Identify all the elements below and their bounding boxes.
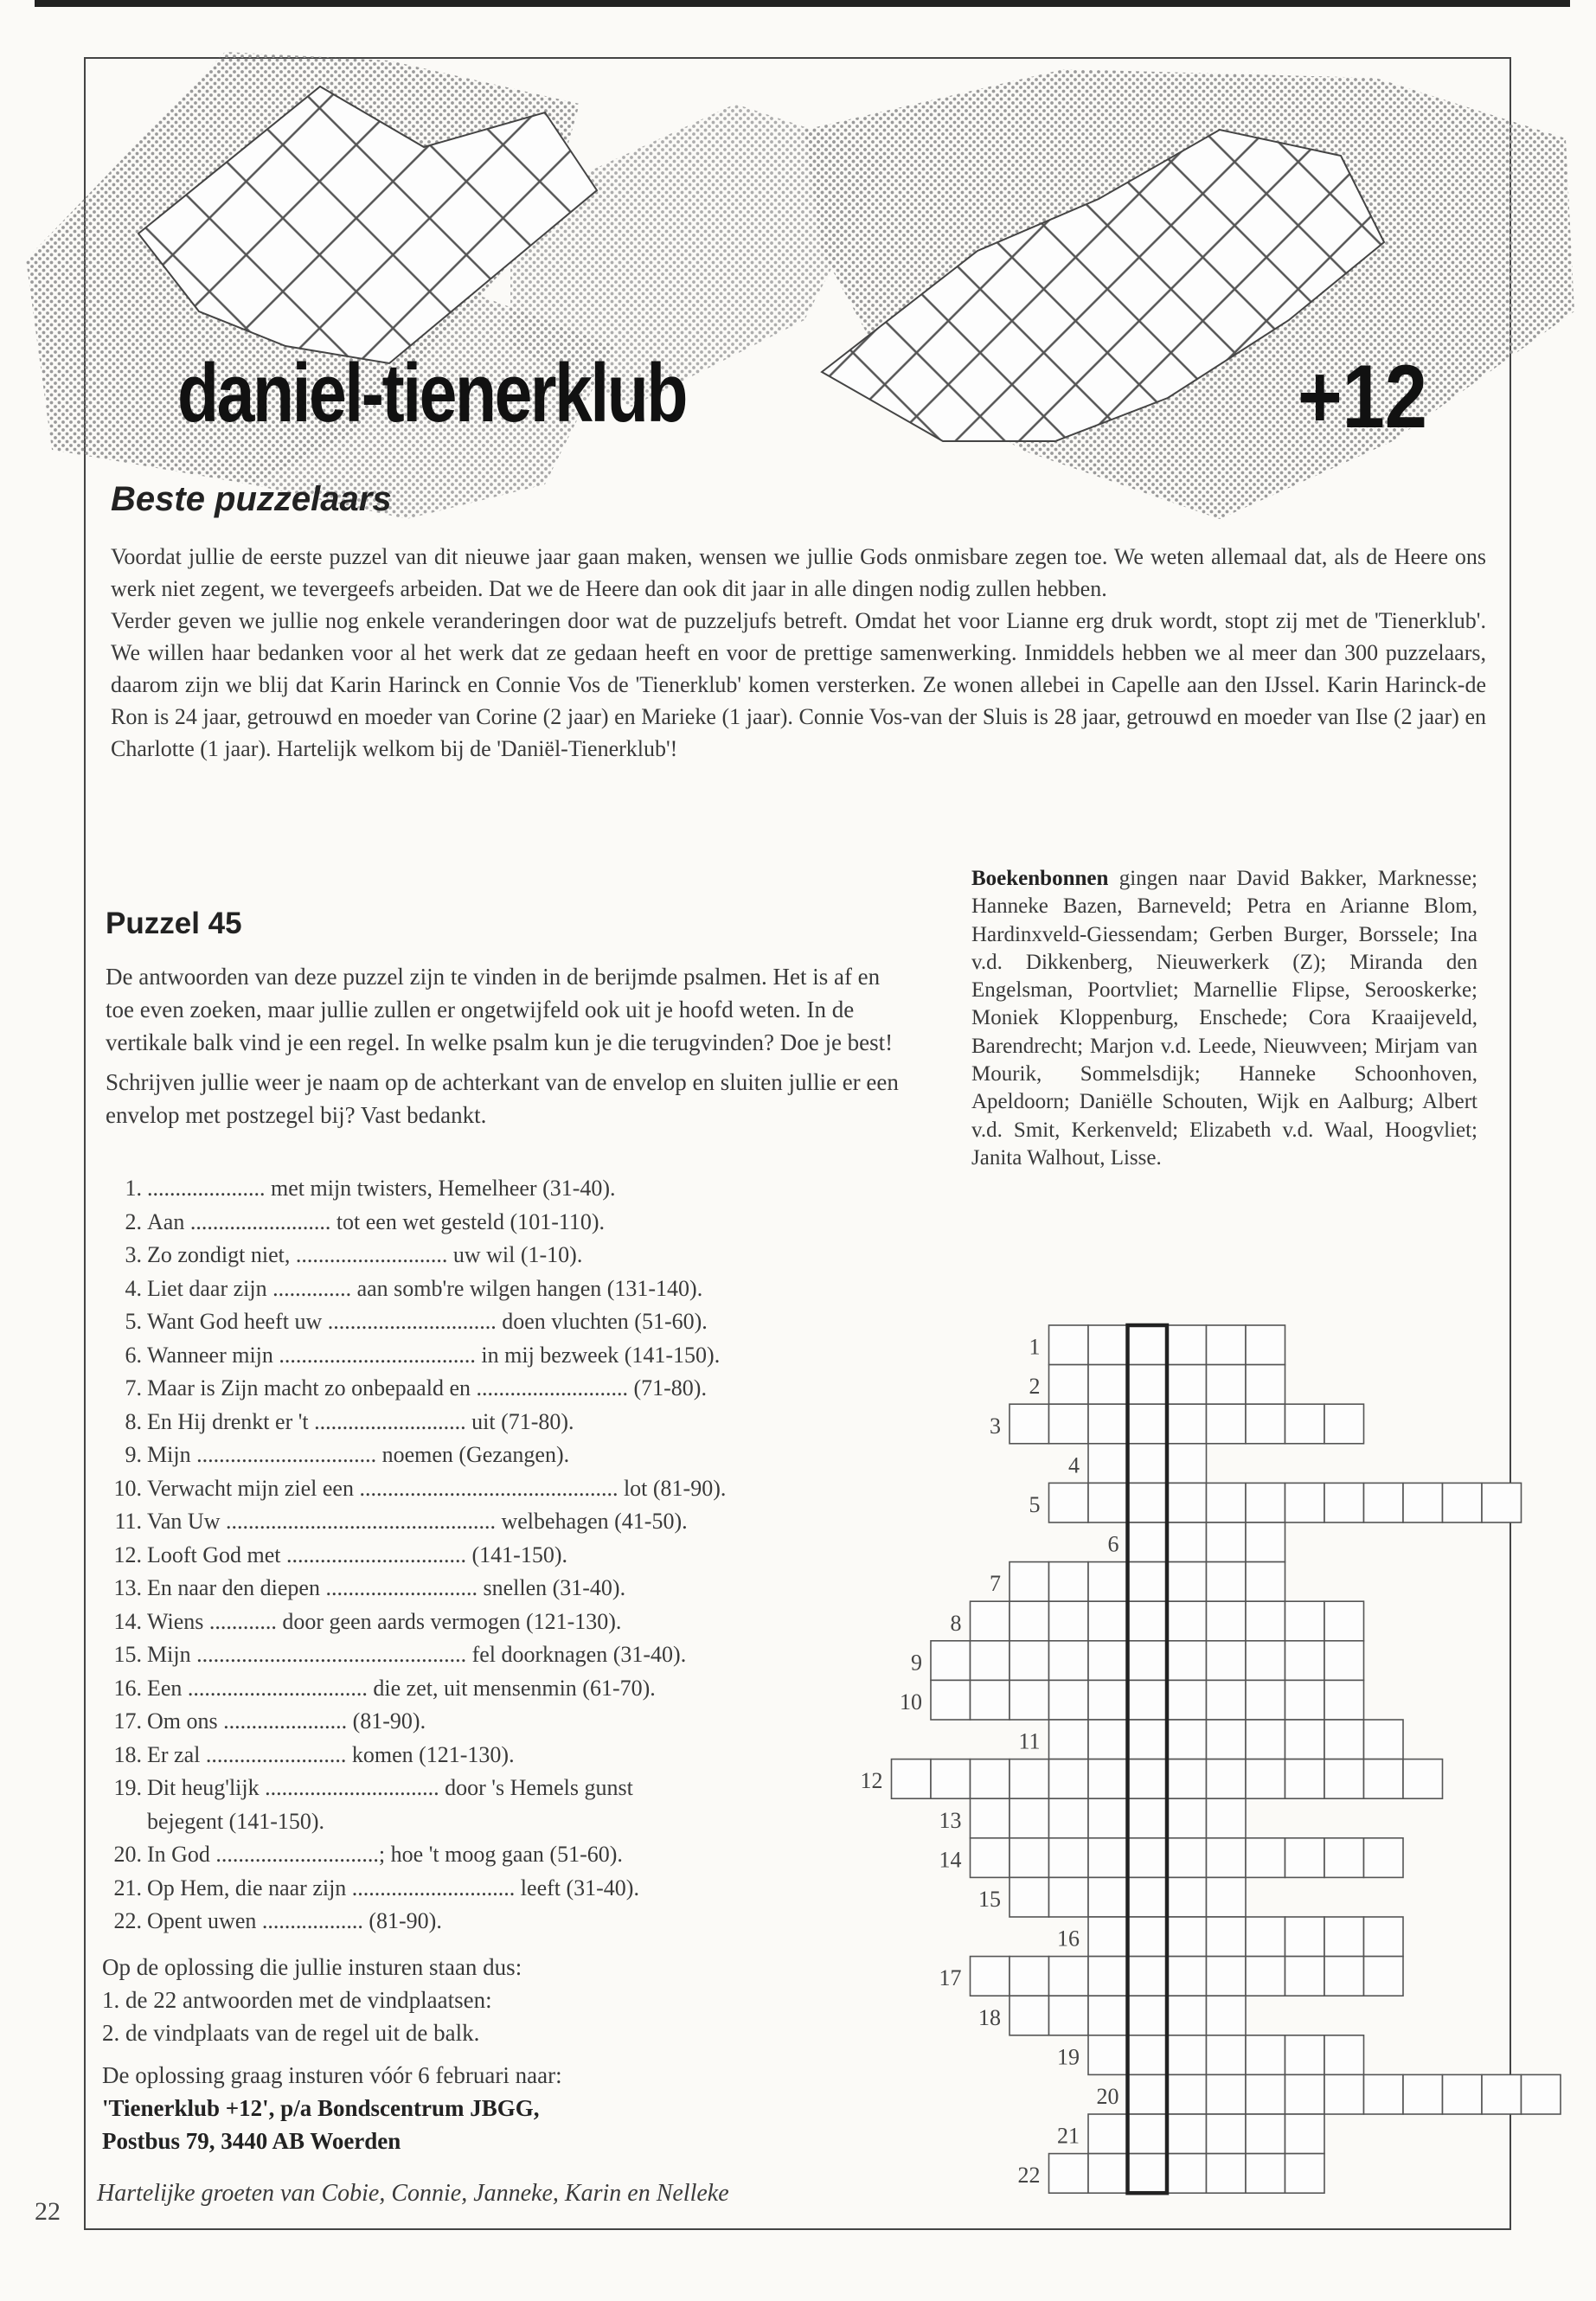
grid-cell[interactable] [1088,1838,1128,1878]
grid-cell[interactable] [1403,1759,1443,1799]
grid-cell[interactable] [1285,1404,1325,1444]
grid-cell[interactable] [1364,2074,1404,2114]
grid-cell[interactable] [1049,1562,1089,1602]
grid-row-number: 6 [1107,1531,1119,1557]
clue-number: 19. [113,1775,142,1800]
grid-cell[interactable] [1167,1601,1207,1641]
grid-cell[interactable] [1128,1641,1168,1681]
clue-number: 15. [113,1642,142,1667]
send-before: De oplossing graag insturen vóór 6 februari naar: [102,2062,562,2088]
signature: Hartelijke groeten van Cobie, Connie, Janneke, Karin en Nelleke [97,2180,729,2207]
grid-cell[interactable] [1128,1601,1168,1641]
grid-row [978,1996,1246,2035]
grid-cell[interactable] [1246,1365,1285,1405]
clue-number: 5. [125,1309,142,1334]
clue-text: Wiens ............ door geen aards vermogen (121-130). [147,1608,622,1634]
grid-row-number: 4 [1068,1452,1080,1478]
grid-cell[interactable] [1207,2114,1247,2154]
clue-number: 8. [125,1408,142,1434]
grid-cell[interactable] [1010,1759,1049,1799]
solution-intro: Op de oplossing die jullie insturen staan dus: [102,1954,522,1980]
grid-cell[interactable] [931,1680,971,1720]
grid-cell[interactable] [1088,1877,1128,1917]
clue-number: 3. [125,1242,142,1267]
grid-row [1029,1325,1285,1365]
grid-cell[interactable] [1167,1483,1207,1522]
grid-cell[interactable] [1285,1957,1325,1997]
grid-cell[interactable] [1246,1957,1285,1997]
grid-cell[interactable] [1246,1720,1285,1759]
grid-cell[interactable] [1443,2074,1483,2114]
clue-text: Aan ......................... tot een wet gesteld (101-110). [147,1208,606,1234]
grid-cell[interactable] [1403,1483,1443,1522]
grid-cell[interactable] [971,1641,1010,1681]
grid-row [978,1877,1246,1917]
clue-number: 12. [113,1541,142,1567]
grid-cell[interactable] [1128,1404,1168,1444]
clue-number: 11. [114,1509,142,1534]
grid-cell[interactable] [1246,2035,1285,2075]
grid-cell[interactable] [1088,1798,1128,1838]
grid-cell[interactable] [1324,2035,1364,2075]
grid-cell[interactable] [1128,1365,1168,1405]
grid-cell[interactable] [1285,1838,1325,1878]
grid-row [951,1601,1364,1641]
grid-cell[interactable] [1128,1720,1168,1759]
grid-cell[interactable] [1088,1680,1128,1720]
grid-row-number: 22 [1017,2163,1041,2189]
grid-cell[interactable] [1167,1365,1207,1405]
grid-cell[interactable] [1167,2114,1207,2154]
grid-row [1057,2114,1324,2154]
grid-row-number: 2 [1029,1374,1041,1400]
grid-cell[interactable] [1049,1877,1089,1917]
grid-cell[interactable] [1167,1759,1207,1799]
grid-cell[interactable] [1167,1680,1207,1720]
grid-cell[interactable] [1207,1996,1247,2035]
grid-cell[interactable] [1364,1720,1404,1759]
grid-cell[interactable] [1207,1483,1247,1522]
grid-cell[interactable] [1088,1404,1128,1444]
grid-cell[interactable] [1049,1996,1089,2035]
clue-number: 22. [113,1908,142,1933]
grid-cell[interactable] [1167,1720,1207,1759]
grid-row [1057,2035,1364,2075]
grid-cell[interactable] [1285,1720,1325,1759]
grid-cell[interactable] [1088,1917,1128,1957]
grid-cell[interactable] [1364,1838,1404,1878]
winners-text: gingen naar David Bakker, Marknesse; Hanneke Bazen, Barneveld; Petra en Arianne Blom, Hardinxveld-Giessendam; Gerben Burger, Borssele; Ina v.d. Dikkenberg, Nieuwerkerk (Z); Miranda den Engelsman, Poortvliet; Marnellie Flipse, Serooskerke; Moniek Kloppenburg, Enschede; Cora Kraaijeveld, Barendrecht; Marjon v.d. Leede, Nieuwveen; Mirjam van Mourik, Sommelsdijk; Hanneke Schoonhoven, Apeldoorn; Daniëlle Schouten, Wijk en Aalburg; Albert v.d. Smit, Kerkenveld; Elizabeth v.d. Waal, Hoogvliet; Janita Walhout, Lisse. [971,867,1478,1170]
grid-row [911,1641,1364,1681]
grid-cell[interactable] [1167,1996,1207,2035]
grid-row-number: 8 [950,1610,962,1636]
solution-point: 1. de 22 antwoorden met de vindplaatsen: [102,1987,492,2013]
grid-cell[interactable] [1246,1759,1285,1799]
grid-row-number: 11 [1018,1728,1041,1754]
grid-row [1108,1522,1285,1562]
grid-cell[interactable] [931,1641,971,1681]
grid-cell[interactable] [971,1957,1010,1997]
grid-cell[interactable] [1246,2114,1285,2154]
clue-number: 14. [113,1608,142,1634]
grid-cell[interactable] [1167,2074,1207,2114]
grid-cell[interactable] [1167,1798,1207,1838]
grid-cell[interactable] [1207,1720,1247,1759]
age-badge: +12 [1298,347,1427,447]
grid-cell[interactable] [1482,2074,1522,2114]
grid-cell[interactable] [1246,1917,1285,1957]
grid-cell[interactable] [1049,1601,1089,1641]
clue-text: Op Hem, die naar zijn ............................. leeft (31-40). [147,1875,639,1900]
grid-cell[interactable] [1088,1641,1128,1681]
grid-cell[interactable] [1246,1680,1285,1720]
grid-cell[interactable] [1364,1483,1404,1522]
clue-text: Looft God met ................................ (141-150). [147,1541,568,1567]
grid-cell[interactable] [1128,2035,1168,2075]
grid-cell[interactable] [1207,1917,1247,1957]
clue-text: Want God heeft uw .............................. doen vluchten (51-60). [147,1309,708,1334]
clue-text: Opent uwen .................. (81-90). [147,1908,442,1933]
grid-row-number: 20 [1096,2084,1119,2109]
grid-cell[interactable] [1207,1877,1247,1917]
grid-cell[interactable] [1246,2154,1285,2194]
grid-cell[interactable] [1088,1957,1128,1997]
grid-cell[interactable] [1207,1759,1247,1799]
puzzle-title: Puzzel 45 [106,907,242,940]
grid-cell[interactable] [1128,1483,1168,1522]
grid-cell[interactable] [1482,1483,1522,1522]
grid-cell[interactable] [931,1759,971,1799]
grid-cell[interactable] [1088,2114,1128,2154]
solution-point: 2. de vindplaats van de regel uit de balk. [102,2020,480,2046]
grid-cell[interactable] [1246,1562,1285,1602]
grid-cell[interactable] [1285,1759,1325,1799]
grid-cell[interactable] [1246,2074,1285,2114]
grid-cell[interactable] [1128,1522,1168,1562]
grid-cell[interactable] [1207,2154,1247,2194]
clue-number: 20. [113,1842,142,1867]
grid-cell[interactable] [1128,1562,1168,1602]
clue-text: Er zal ......................... komen (121-130). [147,1741,515,1767]
grid-cell[interactable] [1049,1365,1089,1405]
grid-cell[interactable] [1010,1877,1049,1917]
grid-cell[interactable] [1049,1720,1089,1759]
grid-cell[interactable] [892,1759,932,1799]
grid-row-number: 18 [978,2004,1001,2030]
grid-cell[interactable] [1088,1444,1128,1484]
grid-cell[interactable] [1246,1641,1285,1681]
grid-row-number: 13 [939,1807,962,1833]
grid-cell[interactable] [1167,2154,1207,2194]
grid-row-number: 9 [911,1650,922,1676]
clue-text: En Hij drenkt er 't ........................... uit (71-80). [147,1408,574,1434]
clue-number: 9. [125,1442,142,1467]
page-number: 22 [35,2197,61,2226]
grid-cell[interactable] [1324,1957,1364,1997]
grid-cell[interactable] [1443,1483,1483,1522]
grid-row-number: 14 [939,1847,962,1873]
grid-cell[interactable] [1049,1325,1089,1365]
grid-cell[interactable] [1010,1996,1049,2035]
grid-cell[interactable] [1246,1838,1285,1878]
grid-cell[interactable] [1285,2154,1325,2194]
grid-cell[interactable] [1049,1680,1089,1720]
grid-cell[interactable] [1010,1601,1049,1641]
grid-cell[interactable] [1128,1838,1168,1878]
grid-cell[interactable] [1285,1601,1325,1641]
grid-cell[interactable] [1522,2074,1561,2114]
grid-cell[interactable] [1128,2154,1168,2194]
grid-cell[interactable] [1128,1798,1168,1838]
grid-cell[interactable] [1088,1759,1128,1799]
grid-row-number: 12 [860,1768,883,1794]
grid-cell[interactable] [1285,1641,1325,1681]
clue-text: Liet daar zijn .............. aan somb're wilgen hangen (131-140). [147,1275,703,1301]
grid-cell[interactable] [1167,1641,1207,1681]
grid-cell[interactable] [1049,1798,1089,1838]
grid-cell[interactable] [1207,1562,1247,1602]
grid-row [939,1957,1404,1997]
clue-number: 21. [113,1875,142,1900]
club-title: daniel-tienerklub [177,347,687,439]
grid-cell[interactable] [1167,1444,1207,1484]
grid-cell[interactable] [1088,1483,1128,1522]
grid-cell[interactable] [1010,1680,1049,1720]
grid-cell[interactable] [971,1798,1010,1838]
winners-label: Boekenbonnen [971,867,1109,890]
grid-cell[interactable] [1049,1957,1089,1997]
grid-cell[interactable] [1128,1759,1168,1799]
grid-cell[interactable] [1403,2074,1443,2114]
grid-row [1029,1483,1522,1522]
grid-cell[interactable] [1128,1680,1168,1720]
grid-cell[interactable] [1049,2154,1089,2194]
grid-row-number: 15 [978,1887,1001,1912]
grid-cell[interactable] [1324,1759,1364,1799]
grid-cell[interactable] [1088,1325,1128,1365]
grid-cell[interactable] [1364,1957,1404,1997]
grid-cell[interactable] [1207,1641,1247,1681]
grid-cell[interactable] [1088,2035,1128,2075]
grid-cell[interactable] [1128,1444,1168,1484]
grid-cell[interactable] [971,1759,1010,1799]
address-line: Postbus 79, 3440 AB Woerden [102,2128,401,2154]
grid-cell[interactable] [1364,1759,1404,1799]
grid-row-number: 19 [1057,2044,1080,2070]
grid-row [1018,1720,1403,1759]
grid-cell[interactable] [1128,1957,1168,1997]
grid-row-number: 3 [990,1413,1001,1439]
grid-row [939,1798,1247,1838]
description-paragraph: Schrijven jullie weer je naam op de achterkant van de envelop en sluiten jullie er een envelop met postzegel bij? Vast bedankt. [106,1069,899,1128]
grid-cell[interactable] [1049,1483,1089,1522]
grid-cell[interactable] [1010,1562,1049,1602]
grid-cell[interactable] [1049,1404,1089,1444]
grid-cell[interactable] [1088,1562,1128,1602]
clue-number: 10. [113,1475,142,1501]
grid-cell[interactable] [1285,1483,1325,1522]
grid-cell[interactable] [1246,1522,1285,1562]
grid-cell[interactable] [1285,2074,1325,2114]
grid-cell[interactable] [1010,1838,1049,1878]
grid-cell[interactable] [1088,1365,1128,1405]
grid-cell[interactable] [1167,1838,1207,1878]
clue-text: ..................... met mijn twisters, Hemelheer (31-40). [147,1176,616,1201]
grid-cell[interactable] [1246,1483,1285,1522]
grid-row-number: 5 [1029,1492,1041,1517]
grid-row [990,1404,1364,1444]
grid-cell[interactable] [1324,1838,1364,1878]
grid-cell[interactable] [971,1680,1010,1720]
grid-cell[interactable] [1207,2035,1247,2075]
grid-row [861,1759,1443,1799]
grid-cell[interactable] [1167,1404,1207,1444]
clue-text: In God .............................; hoe 't moog gaan (51-60). [147,1842,623,1867]
grid-cell[interactable] [1128,1996,1168,2035]
clue-number: 4. [125,1275,142,1301]
clue-text: Verwacht mijn ziel een .............................................. lot (81-90). [147,1475,727,1501]
greeting-heading: Beste puzzelaars [111,480,392,518]
clue-number: 13. [113,1575,142,1600]
grid-row [1068,1444,1207,1484]
grid-cell[interactable] [1207,2074,1247,2114]
grid-cell[interactable] [1207,1838,1247,1878]
grid-row-number: 1 [1029,1334,1041,1360]
grid-cell[interactable] [1049,1838,1089,1878]
grid-cell[interactable] [1207,1680,1247,1720]
grid-cell[interactable] [1364,1917,1404,1957]
grid-cell[interactable] [1246,1601,1285,1641]
grid-row [1018,2154,1325,2194]
grid-cell[interactable] [1167,1917,1207,1957]
grid-row-number: 17 [939,1965,962,1991]
clue-text: Wanneer mijn ................................... in mij bezweek (141-150). [147,1342,721,1368]
grid-cell[interactable] [1010,1798,1049,1838]
grid-row-number: 10 [900,1689,922,1715]
grid-cell[interactable] [1285,2035,1325,2075]
clue-number: 17. [113,1708,142,1734]
grid-cell[interactable] [1207,1798,1247,1838]
grid-cell[interactable] [1167,1522,1207,1562]
grid-cell[interactable] [1324,1483,1364,1522]
grid-cell[interactable] [1167,1562,1207,1602]
address-line: 'Tienerklub +12', p/a Bondscentrum JBGG, [102,2095,540,2121]
grid-cell[interactable] [1088,1996,1128,2035]
grid-cell[interactable] [1324,1601,1364,1641]
grid-cell[interactable] [1324,2074,1364,2114]
grid-cell[interactable] [1285,2114,1325,2154]
grid-row-number: 16 [1057,1926,1080,1952]
grid-cell[interactable] [1049,1641,1089,1681]
clue-text: Maar is Zijn macht zo onbepaald en ........................... (71-80). [147,1375,707,1400]
grid-cell[interactable] [1010,1641,1049,1681]
grid-cell[interactable] [1088,2154,1128,2194]
grid-cell[interactable] [1207,1957,1247,1997]
grid-cell[interactable] [1010,1404,1049,1444]
grid-row [939,1838,1404,1878]
grid-row [990,1562,1285,1602]
grid-cell[interactable] [1128,2114,1168,2154]
clue-text: Mijn ................................................ fel doorknagen (31-40). [147,1642,687,1667]
grid-cell[interactable] [1324,1680,1364,1720]
grid-cell[interactable] [1128,1917,1168,1957]
grid-cell[interactable] [1246,1404,1285,1444]
clue-text: Om ons ...................... (81-90). [147,1708,426,1734]
clue-text: En naar den diepen ........................... snellen (31-40). [147,1575,626,1600]
grid-cell[interactable] [1324,1404,1364,1444]
clue-number: 16. [113,1675,142,1701]
grid-cell[interactable] [1167,2035,1207,2075]
grid-cell[interactable] [1010,1957,1049,1997]
clue-text: Dit heug'lijk ............................... door 's Hemels gunst [147,1775,633,1800]
clue-text: Een ................................ die zet, uit mensenmin (61-70). [147,1675,656,1701]
intro-paragraph: Voordat jullie de eerste puzzel van dit nieuwe jaar gaan maken, wensen we jullie Gods onmisbare zegen toe. We weten allemaal dat, als de Heere ons werk niet zegent, we tevergeefs arbeiden. Dat we de Heere dan ook dit jaar in alle dingen nodig zullen hebben. [111,544,1486,601]
grid-cell[interactable] [1324,1917,1364,1957]
grid-cell[interactable] [1324,1720,1364,1759]
grid-cell[interactable] [1167,1957,1207,1997]
grid-cell[interactable] [971,1601,1010,1641]
grid-row-number: 21 [1057,2123,1080,2149]
grid-row-number: 7 [990,1571,1001,1597]
grid-cell[interactable] [1207,1325,1247,1365]
grid-cell[interactable] [1088,1720,1128,1759]
grid-cell[interactable] [1246,1325,1285,1365]
grid-cell[interactable] [971,1838,1010,1878]
description-paragraph: De antwoorden van deze puzzel zijn te vinden in de berijmde psalmen. Het is af en toe even zoeken, maar jullie zullen er ongetwijfeld ook uit je hoofd weten. In de vertikale balk vind je een regel. In welke psalm kun je die terugvinden? Doe je best! [106,964,894,1055]
clue-number: 6. [125,1342,142,1368]
grid-cell[interactable] [1324,1641,1364,1681]
grid-cell[interactable] [1207,1522,1247,1562]
grid-row [900,1680,1364,1720]
clue-number: 7. [125,1375,142,1400]
clue-number: 18. [113,1741,142,1767]
intro-paragraph: Verder geven we jullie nog enkele veranderingen door wat de puzzeljufs betreft. Omdat het voor Lianne erg druk wordt, stopt zij met de 'Tienerklub'. We willen haar bedanken voor al het werk dat ze gedaan heeft en voor de prettige samenwerking. Inmiddels hebben we al meer dan 300 puzzelaars, daarom zijn we blij dat Karin Harinck en Connie Vos de 'Tienerklub' komen versterken. Ze wonen allebei in Capelle aan den IJssel. Karin Harinck-de Ron is 24 jaar, getrouwd en moeder van Corine (2 jaar) en Marieke (1 jaar). Connie Vos-van der Sluis is 28 jaar, getrouwd en moeder van Ilse (2 jaar) en Charlotte (1 jaar). Hartelijk welkom bij de 'Daniël-Tienerklub'! [111,608,1486,761]
grid-cell[interactable] [1207,1404,1247,1444]
grid-cell[interactable] [1207,1601,1247,1641]
grid-row [1029,1365,1285,1405]
grid-cell[interactable] [1207,1365,1247,1405]
clue-text: bejegent (141-150). [147,1808,325,1834]
grid-cell[interactable] [1128,1877,1168,1917]
clue-number: 2. [125,1208,142,1234]
clue-text: Mijn ................................ noemen (Gezangen). [147,1442,570,1467]
grid-cell[interactable] [1167,1877,1207,1917]
grid-cell[interactable] [1088,1601,1128,1641]
clue-text: Zo zondigt niet, ........................... uw wil (1-10). [147,1242,583,1267]
grid-cell[interactable] [1167,1325,1207,1365]
grid-cell[interactable] [1128,1325,1168,1365]
grid-cell[interactable] [1049,1759,1089,1799]
grid-cell[interactable] [1285,1917,1325,1957]
grid-row [1057,1917,1403,1957]
grid-cell[interactable] [1285,1680,1325,1720]
clue-text: Van Uw ................................................ welbehagen (41-50). [147,1509,688,1534]
grid-cell[interactable] [1128,2074,1168,2114]
clue-number: 1. [125,1176,142,1201]
